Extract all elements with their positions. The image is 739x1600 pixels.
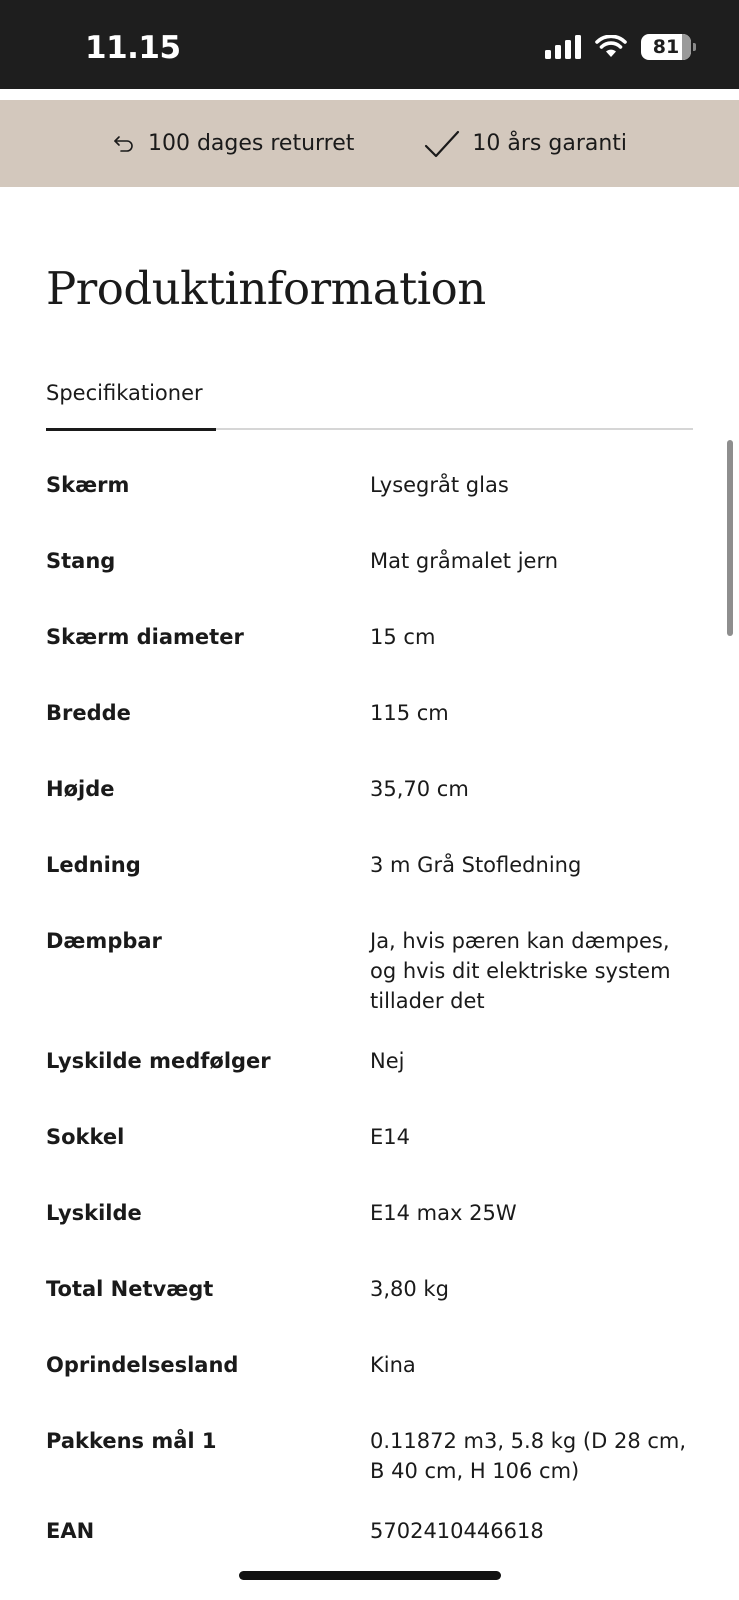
- spec-row: [46, 850, 696, 926]
- spec-value: 35,70 cm: [370, 777, 469, 801]
- section-title: Produktinformation: [46, 262, 486, 315]
- spec-row: [46, 1122, 696, 1198]
- spec-row: [46, 1046, 696, 1122]
- spec-value: 15 cm: [370, 625, 436, 649]
- status-bar: [0, 0, 739, 89]
- spec-row: [46, 698, 696, 774]
- spec-label: Bredde: [46, 701, 131, 725]
- spec-row: [46, 1426, 696, 1516]
- spec-label: Skærm: [46, 473, 130, 497]
- spec-row: [46, 774, 696, 850]
- spec-label: Højde: [46, 777, 115, 801]
- spec-row: [46, 546, 696, 622]
- spec-label: Pakkens mål 1: [46, 1429, 217, 1453]
- spec-value: 3,80 kg: [370, 1277, 449, 1301]
- return-arrow-icon: [112, 134, 136, 154]
- usp-returns-label: 100 dages returret: [147, 131, 355, 156]
- spec-label: Sokkel: [46, 1125, 125, 1149]
- scrollbar[interactable]: [727, 440, 733, 636]
- spec-value: Nej: [370, 1049, 405, 1073]
- spec-label: Lyskilde: [46, 1201, 142, 1225]
- tab-specifikationer[interactable]: Specifikationer: [46, 378, 216, 431]
- home-indicator[interactable]: [239, 1571, 501, 1580]
- usp-warranty: [424, 129, 627, 159]
- spec-row: [46, 470, 696, 546]
- usp-returns: [112, 131, 354, 156]
- spec-row: [46, 1350, 696, 1426]
- spec-value: 115 cm: [370, 701, 449, 725]
- specs-table: [46, 470, 696, 1556]
- checkmark-icon: [424, 129, 460, 159]
- spec-label: EAN: [46, 1519, 95, 1543]
- spec-value: Ja, hvis pæren kan dæmpes, og hvis dit elektriske system tillader det: [370, 929, 671, 1013]
- spec-label: Stang: [46, 549, 116, 573]
- usp-warranty-label: 10 års garanti: [472, 131, 628, 156]
- spec-label: Oprindelsesland: [46, 1353, 239, 1377]
- spec-row: [46, 1516, 696, 1556]
- spec-value: 5702410446618: [370, 1519, 544, 1543]
- battery-icon: [641, 34, 691, 60]
- tab-bar: [46, 370, 693, 430]
- spec-value: Lysegråt glas: [370, 473, 509, 497]
- wifi-icon: [595, 35, 627, 59]
- cellular-signal-icon: [545, 35, 581, 59]
- spec-row: [46, 926, 696, 1046]
- spec-row: [46, 1274, 696, 1350]
- usp-bar: [0, 100, 739, 187]
- spec-row: [46, 1198, 696, 1274]
- spec-value: Kina: [370, 1353, 416, 1377]
- spec-value: E14 max 25W: [370, 1201, 517, 1225]
- battery-level: 81: [652, 36, 680, 58]
- spec-row: [46, 622, 696, 698]
- spec-value: E14: [370, 1125, 410, 1149]
- status-time: 11.15: [85, 30, 181, 66]
- spec-label: Total Netvægt: [46, 1277, 214, 1301]
- spec-label: Skærm diameter: [46, 625, 244, 649]
- spec-label: Dæmpbar: [46, 929, 162, 953]
- spec-value: Mat gråmalet jern: [370, 549, 559, 573]
- spec-label: Lyskilde medfølger: [46, 1049, 271, 1073]
- spec-label: Ledning: [46, 853, 141, 877]
- spec-value: 3 m Grå Stofledning: [370, 853, 582, 877]
- spec-value: 0.11872 m3, 5.8 kg (D 28 cm, B 40 cm, H 106 cm): [370, 1429, 687, 1483]
- status-icons: [545, 32, 691, 62]
